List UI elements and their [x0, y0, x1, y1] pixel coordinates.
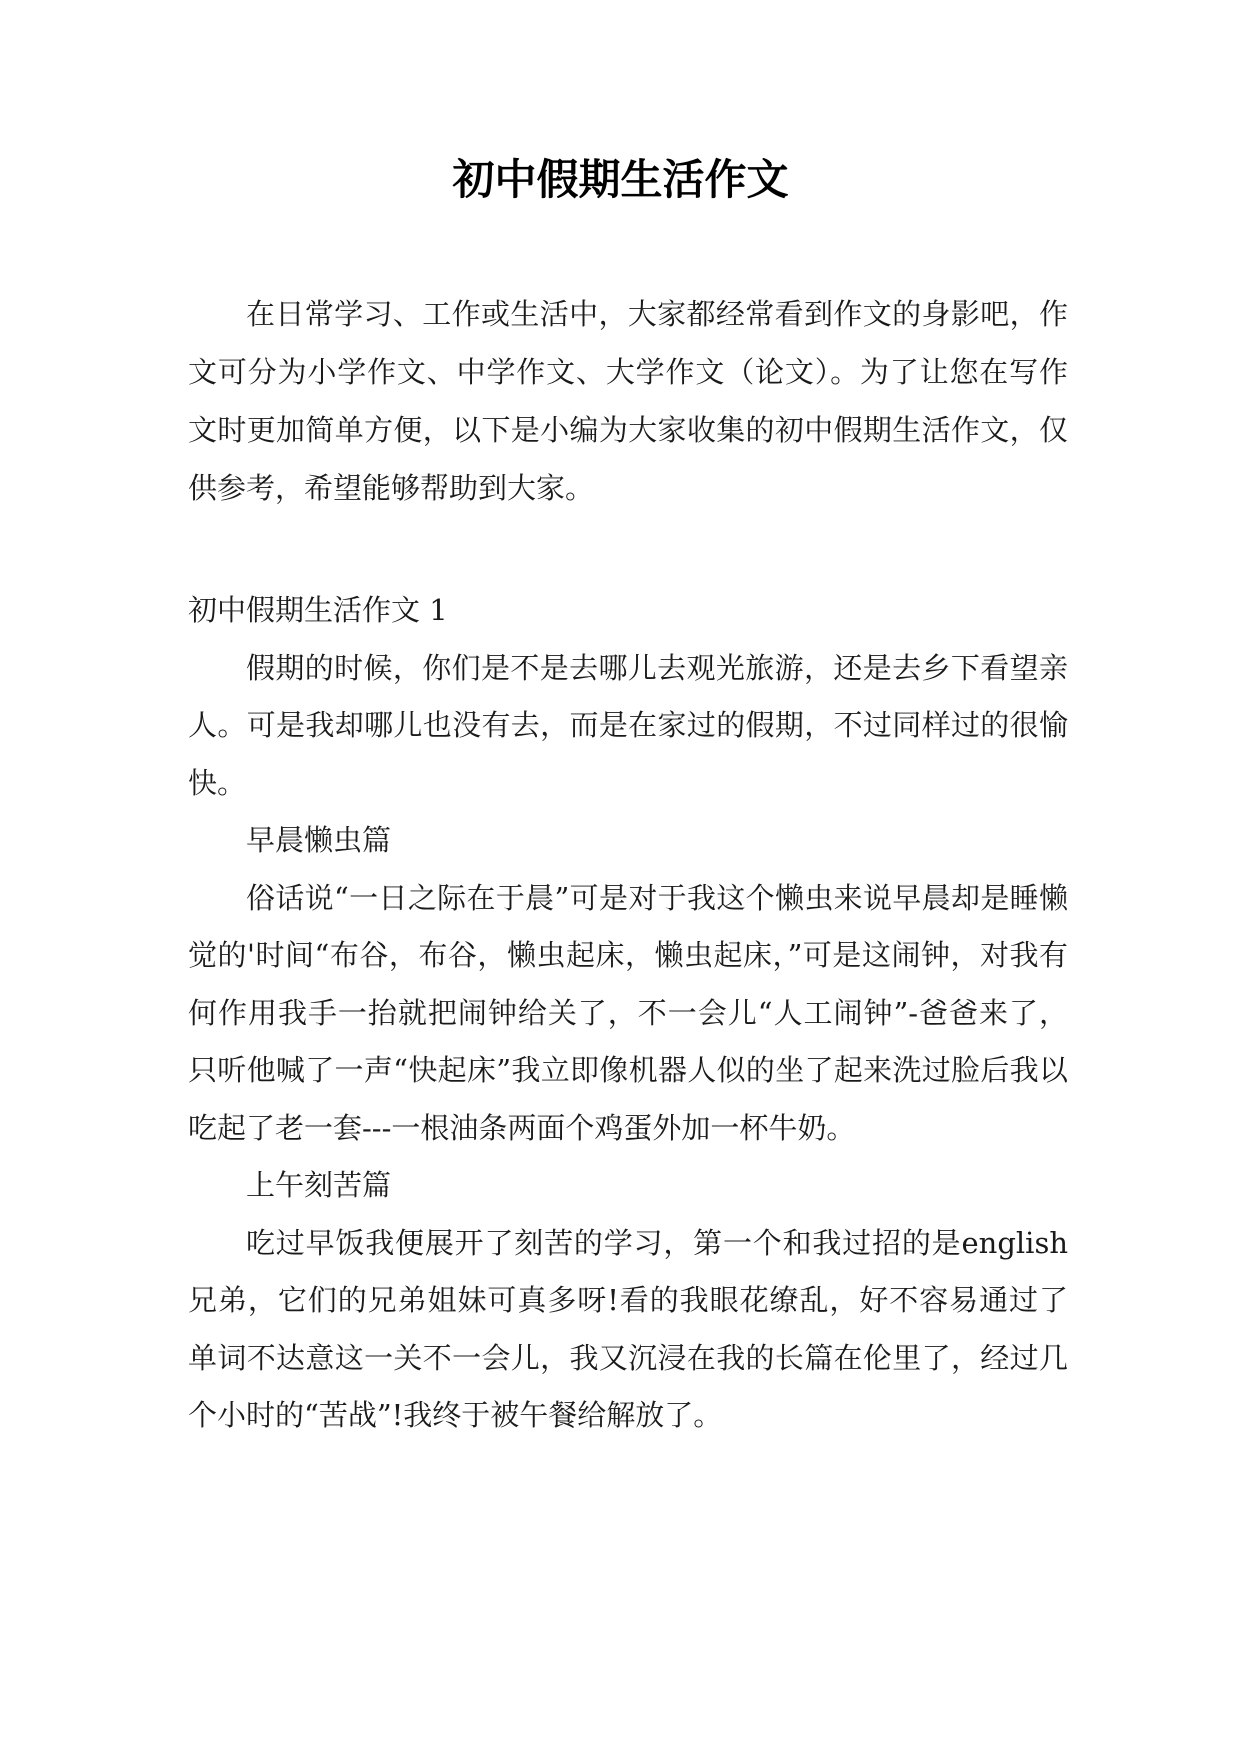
paragraph: 吃过早饭我便展开了刻苦的学习，第一个和我过招的是english 兄弟，它们的兄弟姐妹可真多呀!看的我眼花缭乱，好不容易通过了单词不达意这一关不一会儿，我又沉浸在我的长篇在伦里了，经过几个小时的“苦战”!我终于被午餐给解放了。	[188, 1225, 1068, 1432]
essay-section	[188, 582, 1068, 1445]
section-heading-morning: 早晨懒虫篇	[246, 823, 392, 857]
intro-paragraph: 在日常学习、工作或生活中，大家都经常看到作文的身影吧，作文可分为小学作文、中学作文、大学作文（论文）。为了让您在写作文时更加简单方便，以下是小编为大家收集的初中假期生活作文，仅供参考，希望能够帮助到大家。	[188, 297, 1068, 505]
paragraph: 假期的时候，你们是不是去哪儿去观光旅游，还是去乡下看望亲人。可是我却哪儿也没有去，而是在家过的假期，不过同样过的很愉快。	[188, 650, 1068, 800]
essay-heading: 初中假期生活作文 1	[188, 593, 448, 627]
paragraph: 俗话说“一日之际在于晨”可是对于我这个懒虫来说早晨却是睡懒觉的'时间“布谷，布谷，懒虫起床，懒虫起床，”可是这闹钟，对我有何作用我手一抬就把闹钟给关了，不一会儿“人工闹钟”-爸爸来了，只听他喊了一声“快起床”我立即像机器人似的坐了起来洗过脸后我以吃起了老一套---一根油条两面个鸡蛋外加一杯牛奶。	[188, 880, 1068, 1145]
section-heading-forenoon: 上午刻苦篇	[246, 1168, 392, 1202]
document-title: 初中假期生活作文	[452, 155, 789, 204]
intro-section	[188, 285, 1068, 517]
